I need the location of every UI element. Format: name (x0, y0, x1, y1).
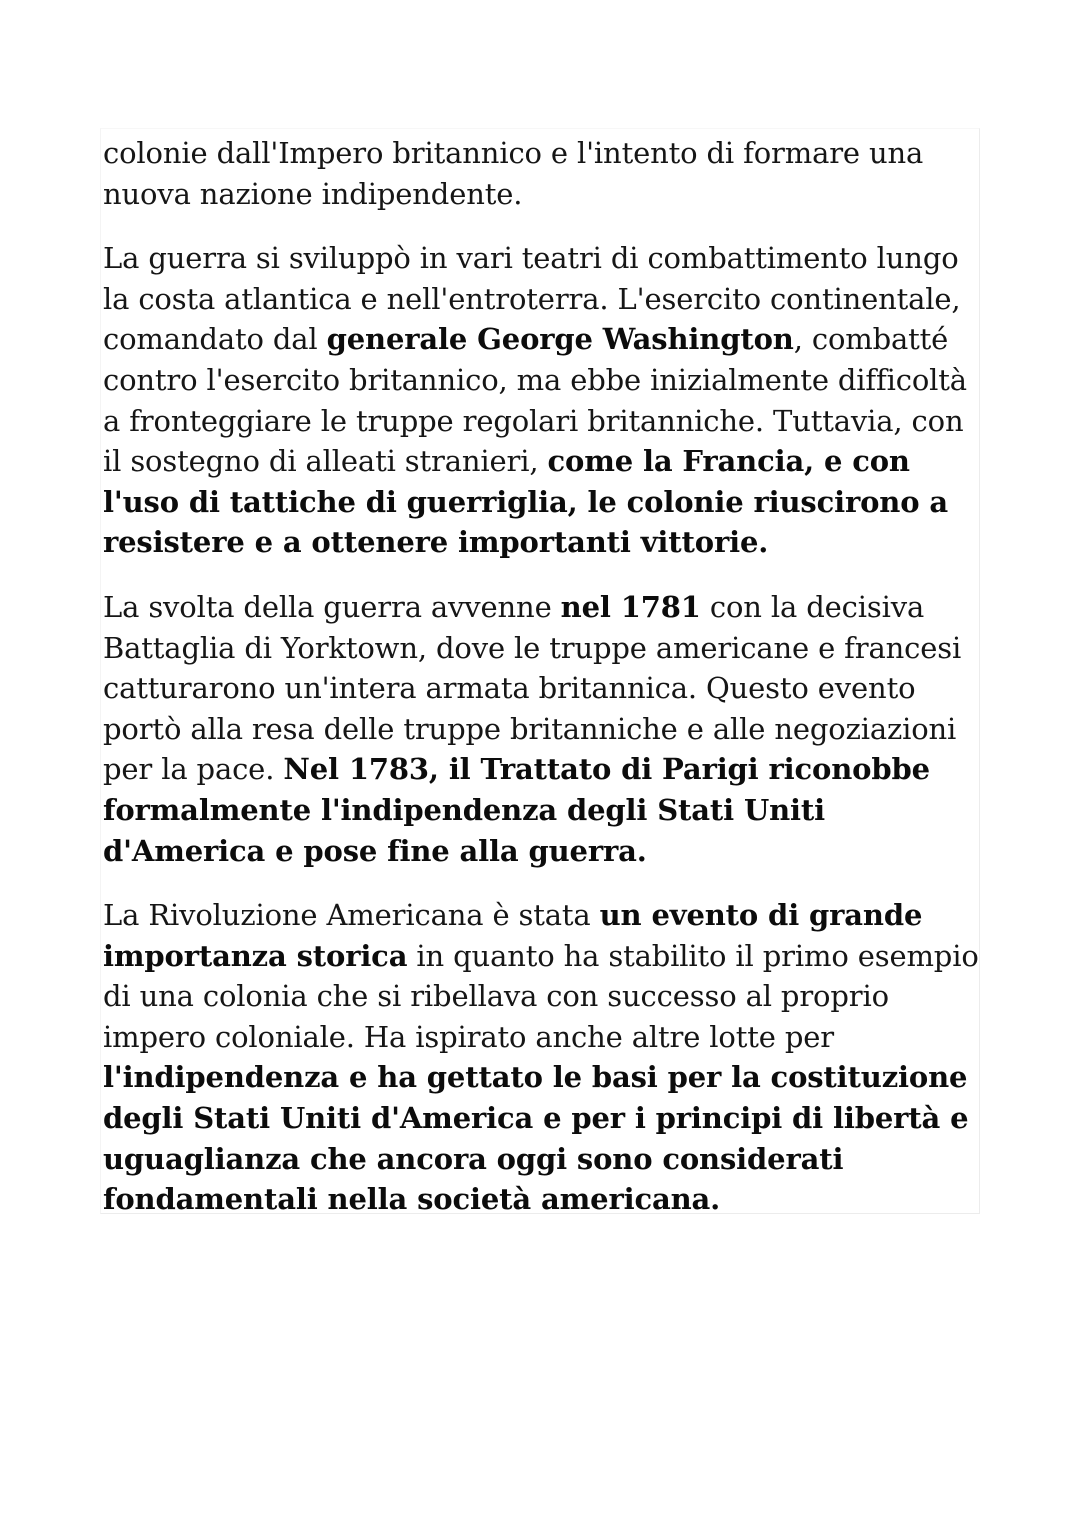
bold-text-run: generale George Washington (326, 322, 794, 357)
bold-text-run: nel 1781 (560, 589, 701, 624)
paragraph-turning-point (103, 587, 979, 871)
document-text-box (100, 128, 980, 1217)
text-run: La Rivoluzione Americana è stata (103, 898, 600, 933)
paragraph-historical-importance (103, 895, 979, 1220)
text-run: colonie dall'Impero britannico e l'intento di formare una nuova nazione indipendente. (103, 136, 924, 211)
bold-text-run: l'indipendenza e ha gettato le basi per la costituzione degli Stati Uniti d'America e per i principi di libertà e uguaglianza che ancora oggi sono considerati fondamentali nella società americana. (103, 1060, 969, 1217)
bold-text-run: un evento di grande importanza storica (103, 898, 923, 973)
paragraph-war-development (103, 238, 979, 563)
text-run: , combatté contro l'esercito britannico, ma ebbe inizialmente difficoltà a fronteggiare le truppe regolari britanniche. Tuttavia, con il sostegno di alleati stranieri, (103, 322, 967, 479)
text-run: La guerra si sviluppò in vari teatri di combattimento lungo la costa atlantica e nell'entroterra. L'esercito continentale, comandato dal (103, 241, 961, 357)
text-run: La svolta della guerra avvenne (103, 589, 561, 624)
paragraph-intro-continuation (103, 133, 979, 214)
bold-text-run: Nel 1783, il Trattato di Parigi riconobbe formalmente l'indipendenza degli Stati Uniti d'America e pose fine alla guerra. (103, 752, 930, 868)
text-run: con la decisiva Battaglia di Yorktown, dove le truppe americane e francesi catturarono un'intera armata britannica. Questo evento portò alla resa delle truppe britanniche e alle negoziazioni per la pace. (103, 589, 962, 787)
text-run: in quanto ha stabilito il primo esempio di una colonia che si ribellava con successo al proprio impero coloniale. Ha ispirato anche altre lotte per (103, 938, 979, 1054)
bold-text-run: come la Francia, e con l'uso di tattiche di guerriglia, le colonie riuscirono a resistere e a ottenere importanti vittorie. (103, 444, 948, 560)
